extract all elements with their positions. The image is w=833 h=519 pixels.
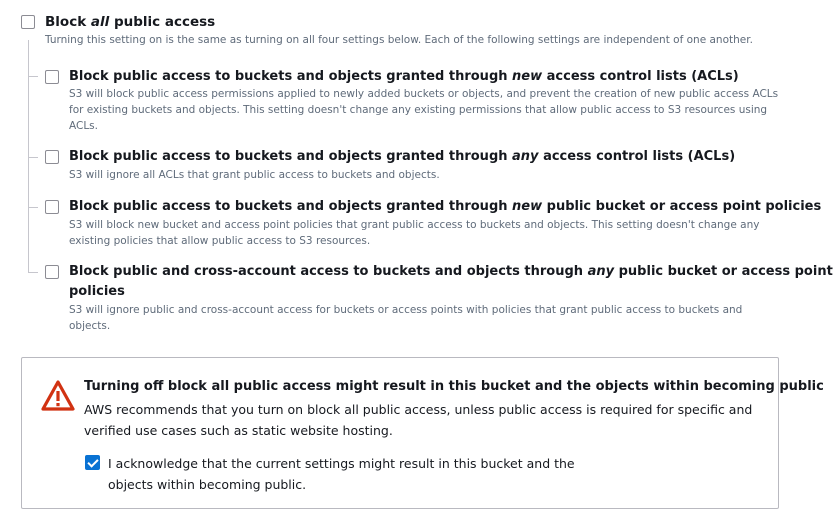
warning-title: Turning off block all public access might result in this bucket and the objects within becoming public xyxy=(84,379,824,394)
setting-new-acls-label[interactable]: Block public access to buckets and objects granted through new access control lists (ACLs) xyxy=(69,69,739,84)
block-all-description: Turning this setting on is the same as turning on all four settings below. Each of the following settings are independent of one another. xyxy=(45,34,753,46)
setting-any-acls-checkbox[interactable] xyxy=(45,150,59,164)
warning-body: AWS recommends that you turn on block all public access, unless public access is required for specific and verified use cases such as static website hosting. xyxy=(84,402,753,438)
setting-any-acls-description: S3 will ignore all ACLs that grant public access to buckets and objects. xyxy=(69,169,440,181)
acknowledge-checkbox[interactable] xyxy=(85,455,100,470)
setting-new-policies-description: S3 will block new bucket and access point policies that grant public access to buckets and objects. This setting doesn't change any existing policies that allow public access to S3 resources. xyxy=(69,219,760,247)
setting-new-policies-label[interactable]: Block public access to buckets and objects granted through new public bucket or access point policies xyxy=(69,199,822,214)
warning-alert xyxy=(21,357,824,509)
setting-cross-account-checkbox[interactable] xyxy=(45,265,59,279)
block-all-checkbox[interactable] xyxy=(21,15,35,29)
setting-new-policies-checkbox[interactable] xyxy=(45,200,59,214)
tree-branch xyxy=(28,157,38,158)
tree-branch xyxy=(28,207,38,208)
setting-any-acls-label[interactable]: Block public access to buckets and objects granted through any access control lists (ACLs) xyxy=(69,149,736,164)
tree-connector xyxy=(28,40,29,272)
warning-triangle-icon xyxy=(41,379,75,413)
setting-new-acls-checkbox[interactable] xyxy=(45,70,59,84)
tree-branch xyxy=(28,76,38,77)
setting-cross-account-label[interactable]: Block public and cross-account access to buckets and objects through any public bucket or access point xyxy=(69,264,833,279)
setting-cross-account-label-line2[interactable]: policies xyxy=(69,284,125,299)
setting-cross-account-description: S3 will ignore public and cross-account access for buckets or access points with policies that grant public access to buckets and objects. xyxy=(69,304,743,332)
block-all-label[interactable]: Block all public access xyxy=(45,14,216,30)
acknowledge-label[interactable]: I acknowledge that the current settings might result in this bucket and the objects within becoming public. xyxy=(108,456,575,492)
tree-branch xyxy=(28,272,38,273)
setting-new-acls-description: S3 will block public access permissions applied to newly added buckets or objects, and prevent the creation of new public access ACLs for existing buckets and objects. This setting doesn't change any existing permissions that allow public access to S3 resources using ACLs. xyxy=(69,88,779,132)
